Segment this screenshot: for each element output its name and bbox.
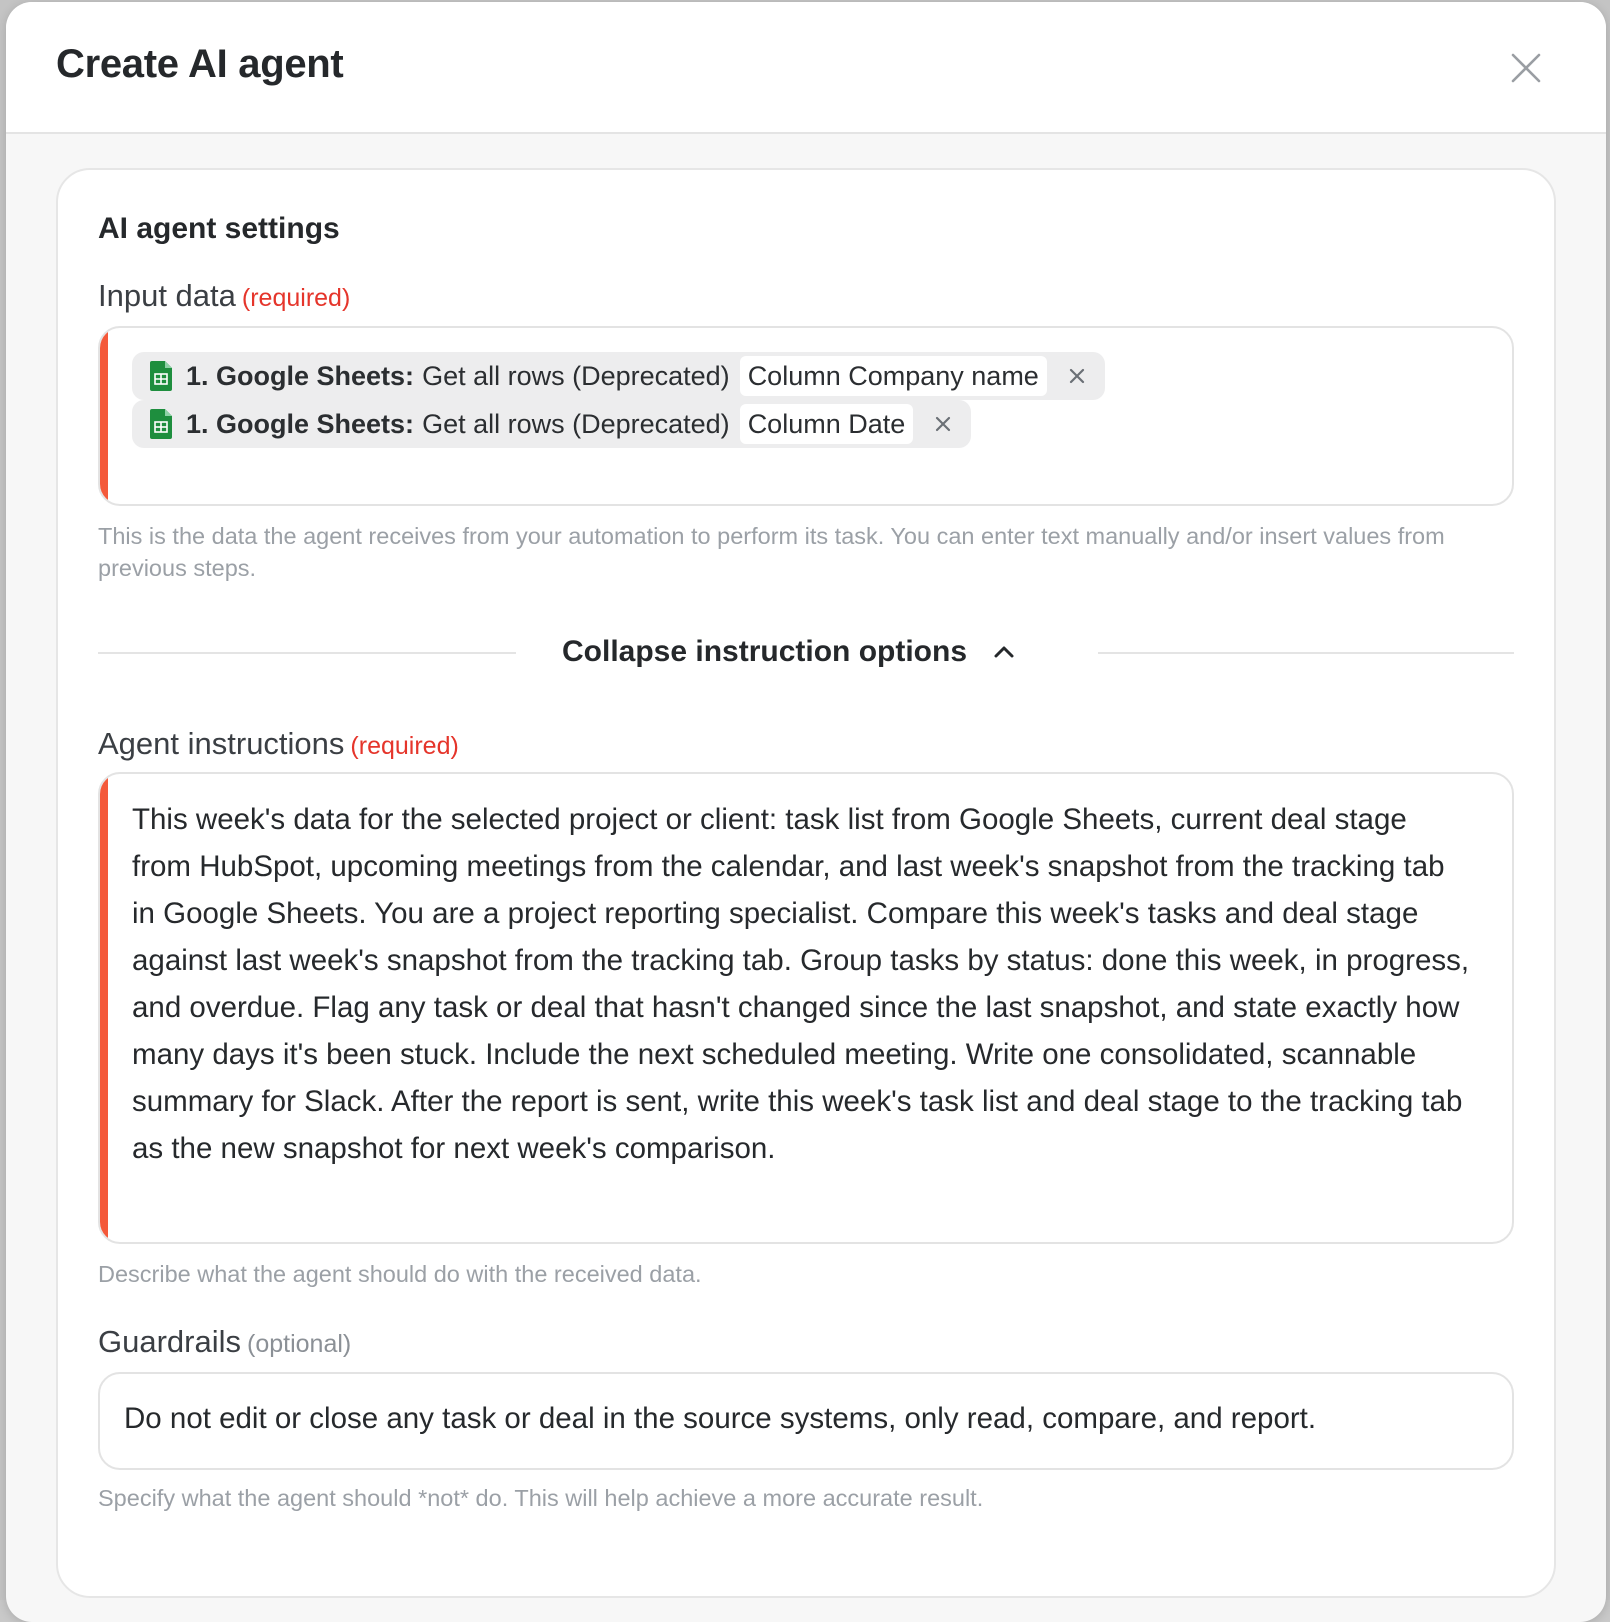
input-data-field[interactable] xyxy=(98,326,1514,506)
divider-line-right xyxy=(1098,652,1514,654)
collapse-label: Collapse instruction options xyxy=(562,635,968,668)
agent-instructions-label xyxy=(98,726,459,762)
input-data-label xyxy=(98,278,350,314)
token-column: Column Date xyxy=(740,404,914,444)
token-column: Column Company name xyxy=(740,356,1047,396)
modal-header xyxy=(6,2,1606,134)
token-app: 1. Google Sheets: xyxy=(186,360,415,391)
guardrails-label-text: Guardrails xyxy=(98,1324,241,1359)
collapse-instruction-options-button[interactable] xyxy=(562,632,1015,672)
agent-instructions-helper: Describe what the agent should do with the received data. xyxy=(98,1261,702,1287)
input-data-label-text: Input data xyxy=(98,278,236,313)
guardrails-label xyxy=(98,1324,351,1360)
data-token[interactable] xyxy=(132,352,1105,400)
create-ai-agent-modal xyxy=(6,2,1606,1622)
google-sheets-icon xyxy=(150,361,172,391)
token-app: 1. Google Sheets: xyxy=(186,408,415,439)
token-action: Get all rows (Deprecated) xyxy=(422,408,730,439)
token-action: Get all rows (Deprecated) xyxy=(422,360,730,391)
guardrails-helper: Specify what the agent should *not* do. This will help achieve a more accurate result. xyxy=(98,1485,984,1511)
optional-tag: (optional) xyxy=(247,1330,352,1358)
input-data-tokens xyxy=(132,352,1105,448)
agent-instructions-value: This week's data for the selected project or client: task list from Google Sheets, current deal stage from HubSpot, upcoming meetings from the calendar, and last week's snapshot from the tracking tab in Google Sheets. You are a project reporting specialist. Compare this week's tasks and deal stage against last week's snapshot from the tracking tab. Group tasks by status: done this week, in progress, and overdue. Flag any task or deal that hasn't changed since the last snapshot, and state exactly how many days it's been stuck. Include the next scheduled meeting. Write one consolidated, scannable summary for Slack. After the report is sent, write this week's task list and deal stage to the tracking tab as the new snapshot for next week's comparison. xyxy=(132,803,1470,1165)
chevron-up-icon xyxy=(993,645,1015,659)
google-sheets-icon xyxy=(150,409,172,439)
required-tag: (required) xyxy=(350,732,459,760)
remove-token-button[interactable] xyxy=(1063,362,1091,390)
remove-token-icon xyxy=(1069,368,1085,384)
guardrails-value: Do not edit or close any task or deal in the source systems, only read, compare, and report. xyxy=(124,1402,1317,1435)
close-icon xyxy=(1508,50,1544,86)
guardrails-field[interactable] xyxy=(98,1372,1514,1470)
required-tag: (required) xyxy=(241,284,351,312)
modal-title: Create AI agent xyxy=(56,42,344,86)
data-token[interactable] xyxy=(132,400,971,448)
remove-token-icon xyxy=(935,416,951,432)
agent-instructions-field[interactable] xyxy=(98,772,1514,1244)
collapse-divider xyxy=(98,632,1514,672)
input-data-helper: This is the data the agent receives from your automation to perform its task. You can enter text manually and/or insert values from previous steps. xyxy=(98,523,1445,581)
ai-agent-settings-card xyxy=(56,168,1556,1598)
section-title: AI agent settings xyxy=(98,212,340,245)
divider-line-left xyxy=(98,652,516,654)
agent-instructions-label-text: Agent instructions xyxy=(98,726,345,761)
remove-token-button[interactable] xyxy=(929,410,957,438)
close-button[interactable] xyxy=(1508,50,1544,86)
